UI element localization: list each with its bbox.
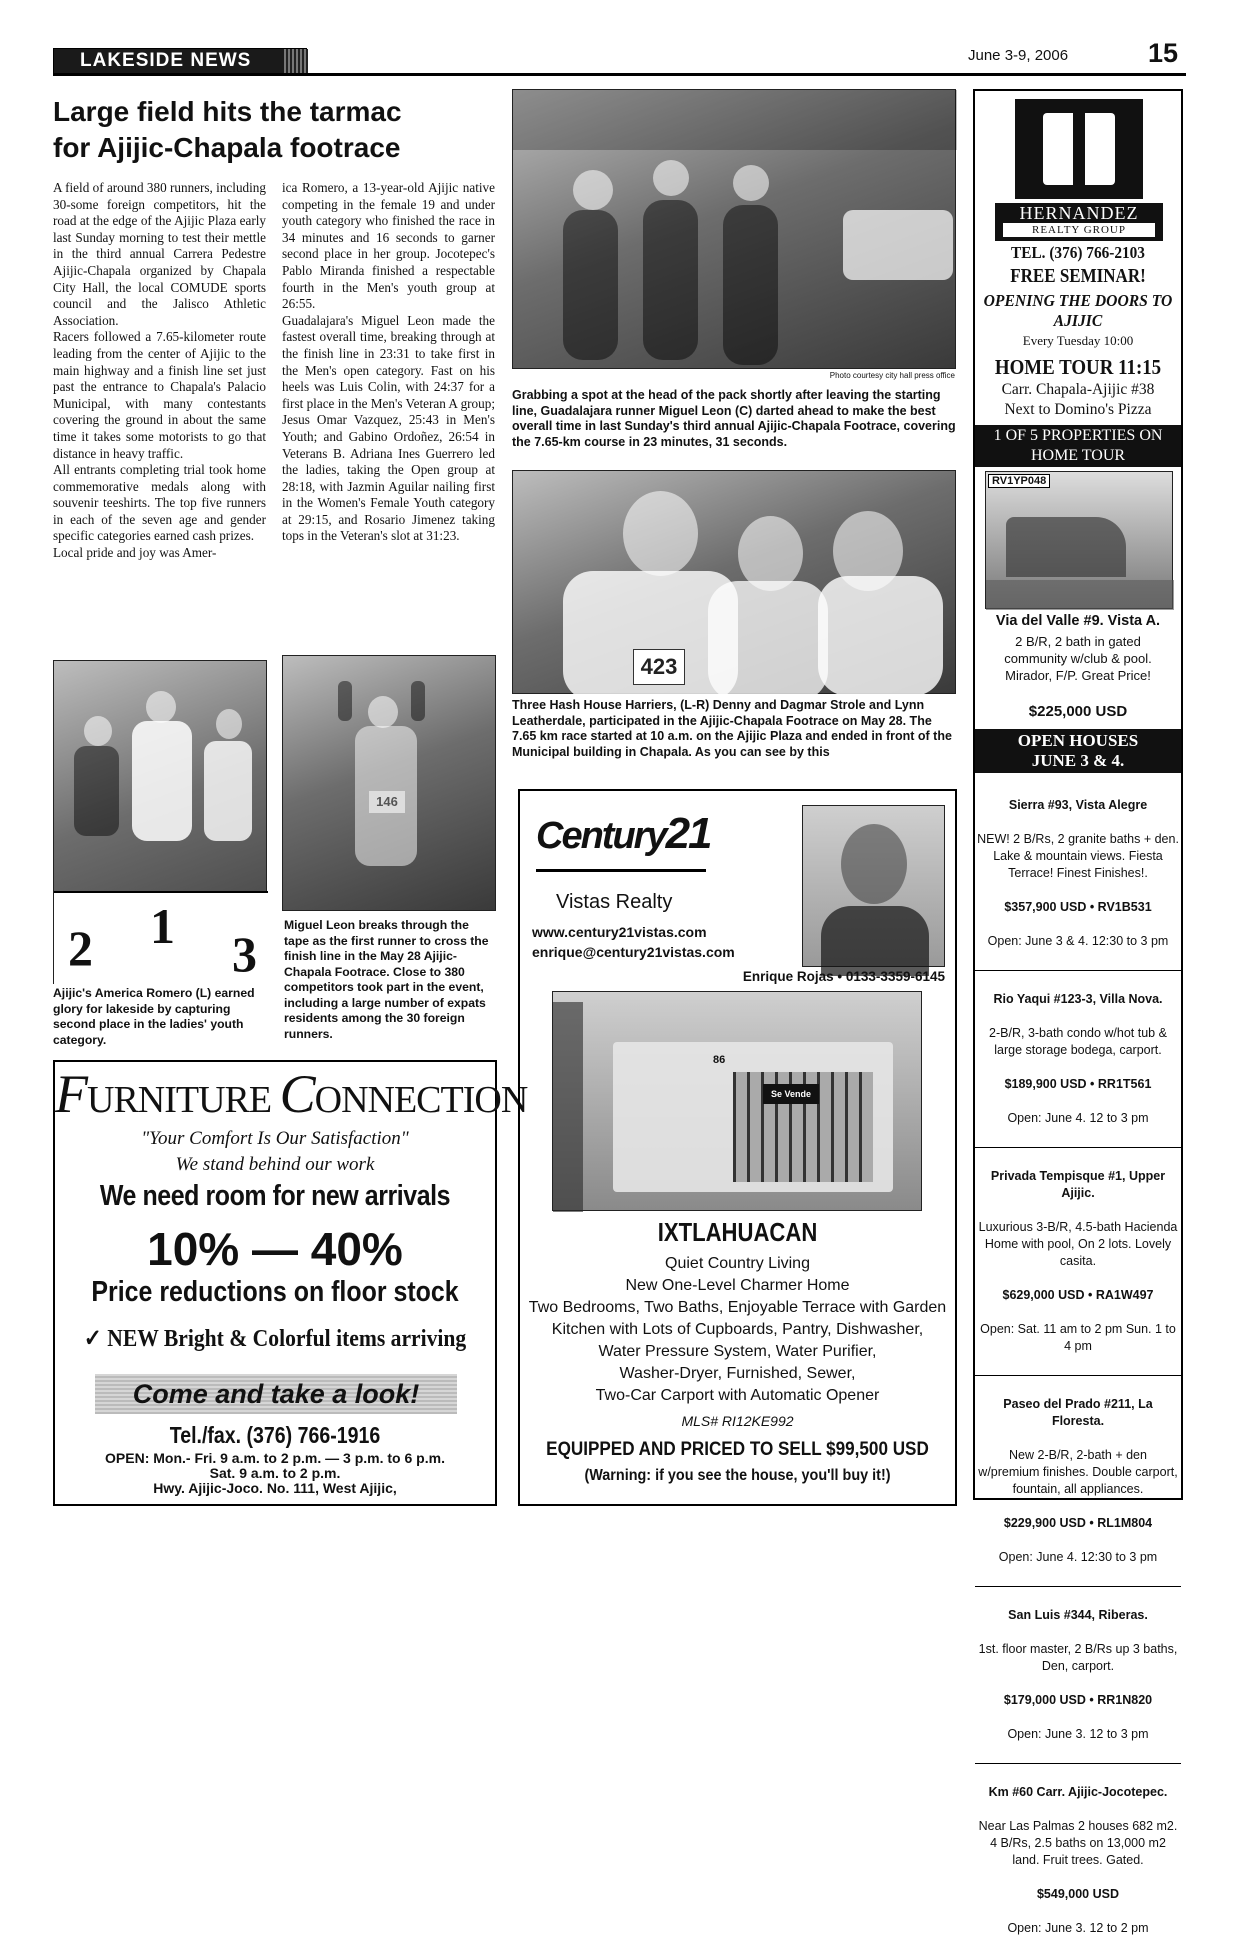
furniture-hours-weekday: OPEN: Mon.- Fri. 9 a.m. to 2 p.m. — 3 p.m. to 6 p.m. (105, 1450, 445, 1466)
title-onnection: ONNECTION (314, 1079, 528, 1121)
listing-title: Rio Yaqui #123-3, Villa Nova. (993, 992, 1163, 1006)
title-initial-f: F (55, 1064, 87, 1124)
listing-item (975, 1147, 1181, 1375)
listing-desc: Luxurious 3-B/R, 4.5-bath Hacienda Home with pool, On 2 lots. Lovely casita. (978, 1220, 1178, 1268)
section-banner (53, 48, 307, 74)
tour-address: Carr. Chapala-Ajijic #38 (1001, 381, 1155, 398)
new-items-text: NEW Bright & Colorful items arriving (107, 1326, 467, 1352)
century21-ad (518, 789, 957, 1506)
ixtlahuacan-title: IXTLAHUACAN (657, 1217, 818, 1247)
listing-title: Privada Tempisque #1, Upper Ajijic. (990, 1169, 1166, 1200)
furniture-discount: 10% — 40% (147, 1223, 403, 1275)
logo-century: Century (536, 815, 666, 857)
opening-doors: OPENING THE DOORS TO AJIJIC (983, 291, 1173, 330)
seminar-schedule: Every Tuesday 10:00 (1022, 333, 1134, 348)
hernandez-realty-ad (973, 89, 1183, 1935)
harriers-photo (512, 470, 956, 694)
agent-portrait (802, 805, 945, 967)
title-urniture: URNITURE (87, 1079, 272, 1121)
company-group: REALTY GROUP (1003, 223, 1155, 237)
feature-line: Two-Car Carport with Automatic Opener (595, 1387, 880, 1404)
century-email: enrique@century21vistas.com (532, 944, 735, 960)
century-office: Vistas Realty (556, 891, 673, 913)
listing-title: Km #60 Carr. Ajijic-Jocotepec. (988, 1785, 1168, 1799)
logo-house-icon (536, 869, 706, 872)
finish-line-caption: Miguel Leon breaks through the tape as the first runner to cross the finish line in the May 28 Ajijic-Chapala Footrace. Close to 380 competitors took part in the event, including a large number of expats residents among the 30 foreign runners. (284, 918, 489, 1041)
harriers-photo-caption: Three Hash House Harriers, (L-R) Denny and Dagmar Strole and Lynn Leatherdale, participated in the Ajijic-Chapala Footrace on May 28. The 7.65 km race started at 10 a.m. on the Ajijic Plaza and ended in front of the Municipal building in Chapala. As you can see by this (512, 698, 952, 759)
for-sale-sign: Se Vende (770, 1089, 812, 1099)
furniture-reductions: Price reductions on floor stock (91, 1276, 459, 1308)
article-column-2: ica Romero, a 13-year-old Ajijic native competing in the female 19 and under youth category who finished the race in 34 minutes and 16 seconds to garner second place in her group. Jocotepec's Pablo Miranda finished a respectable fourth in the Men's youth group at 26:55. Guadalajara's Miguel Leon made the fastest overall time, breaking through at the finish line in 23:31 to take first in the Men's open category. Fast on his heels was Luis Colin, with 24:37 for a first place in the Men's Veteran A group; Jesus Omar Vazquez, 25:43 in Men's Youth; and Gabino Ordoñez, 26:54 in Veterans B. Adriana Ines Guerrero led the ladies, taking the Open group at 28:18, with Jazmin Aguilar nailing first in the Women's Female Youth category at 29:15, and Rosario Jimenez taking tops in the Veteran's slot at 31:23. (282, 180, 495, 544)
listing-price: $179,000 USD • RR1N820 (1003, 1693, 1153, 1707)
finish-line-photo (282, 655, 496, 911)
mls-number: MLS# RI12KE992 (681, 1413, 794, 1429)
furniture-connection-ad (53, 1060, 528, 1506)
podium-first: 1 (150, 898, 175, 954)
furniture-stand-line: We stand behind our work (175, 1154, 375, 1175)
podium-photo-caption: Ajijic's America Romero (L) earned glory for lakeside by capturing second place in the ladies' youth category. (53, 986, 255, 1047)
century-website: www.century21vistas.com (532, 924, 707, 940)
house-number: 86 (713, 1054, 726, 1066)
century-warning: (Warning: if you see the house, you'll buy it!) (584, 1467, 891, 1484)
listing-desc: NEW! 2 B/Rs, 2 granite baths + den. Lake & mountain views. Fiesta Terrace! Finest Finishes!. (977, 832, 1179, 880)
hernandez-logo-icon (1015, 99, 1143, 199)
checkmark-icon: ✓ (83, 1326, 102, 1352)
article-headline (53, 94, 503, 166)
home-tour: HOME TOUR 11:15 (994, 355, 1162, 379)
listing-desc: Near Las Palmas 2 houses 682 m2. 4 B/Rs, 2.5 baths on 13,000 m2 land. Fruit trees. Gated. (978, 1819, 1178, 1867)
header-rule (53, 73, 1186, 76)
listing-item (975, 1586, 1181, 1763)
feature-line: Washer-Dryer, Furnished, Sewer, (619, 1365, 856, 1382)
listing-open: Open: Sat. 11 am to 2 pm Sun. 1 to 4 pm (980, 1322, 1176, 1353)
page-number: 15 (1148, 38, 1179, 68)
feature-line: New One-Level Charmer Home (625, 1277, 850, 1294)
listing-desc: 1st. floor master, 2 B/Rs up 3 baths, Den, carport. (978, 1642, 1178, 1673)
free-seminar: FREE SEMINAR! (1010, 265, 1146, 287)
listing-price: $189,900 USD • RR1T561 (1004, 1077, 1152, 1091)
via-price: $225,000 USD (1028, 703, 1128, 720)
furniture-new-items (77, 1324, 473, 1353)
runners-photo-caption: Grabbing a spot at the head of the pack shortly after leaving the starting line, Guadalajara runner Miguel Leon (C) darted ahead to make the best overall time in last Sunday's third annual Ajijic-Chapala Footrace, covering the 7.65-km course in 23 minutes, 31 seconds. (512, 388, 956, 449)
race-bib-number: 423 (640, 654, 678, 679)
century21-logo (536, 809, 711, 859)
listing-title: San Luis #344, Riberas. (1008, 1608, 1148, 1622)
listing-price: $629,000 USD • RA1W497 (1002, 1288, 1154, 1302)
come-text: Come and take a look! (132, 1379, 420, 1409)
listing-title: Paseo del Prado #211, La Floresta. (1003, 1397, 1153, 1428)
article-column-1: A field of around 380 runners, including 30-some foreign competitors, hit the road at the edge of the Ajijic Plaza early last Sunday morning to test their mettle in the third annual Carrera Pedestre Ajijic-Chapala organized by Chapala City Hall, the local COMUDE sports council and the Jalisco Athletic Association. Racers followed a 7.65-kilometer route leading from the center of Ajijic to the main highway and a finish line set just past the entrance to Chapala's Palacio Municipal, with many contestants covering the ground in about the same time it takes some motorists to go that distance in heavy traffic. All entrants completing trial took home commemorative medals along with souvenir teeshirts. The top five runners in each of the seven age and gender specific categories earned cash prizes. Local pride and joy was Amer- (53, 180, 266, 561)
feature-line: Quiet Country Living (665, 1255, 810, 1272)
furniture-tagline: "Your Comfort Is Our Satisfaction" (141, 1128, 409, 1149)
century-price-line: EQUIPPED AND PRICED TO SELL $99,500 USD (546, 1439, 929, 1460)
listing-item (975, 1375, 1181, 1586)
hernandez-phone: TEL. (376) 766-2103 (1011, 243, 1145, 262)
open-house-list (975, 777, 1181, 1957)
listing-open: Open: June 3 & 4. 12:30 to 3 pm (987, 934, 1169, 948)
furniture-address: Hwy. Ajijic-Joco. No. 111, West Ajijic, (153, 1480, 397, 1496)
podium-third: 3 (232, 926, 257, 982)
century-agent: Enrique Rojas • 0133-3359-6145 (742, 969, 945, 984)
feature-line: Kitchen with Lots of Cupboards, Pantry, Dishwasher, (551, 1321, 924, 1338)
listing-item (975, 777, 1181, 970)
listing-item (975, 1763, 1181, 1957)
finish-bib-number: 146 (376, 794, 398, 809)
via-title: Via del Valle #9. Vista A. (995, 613, 1161, 629)
furniture-phone: Tel./fax. (376) 766-1916 (169, 1422, 381, 1448)
hernandez-name-bar (995, 203, 1163, 241)
listing-item (975, 970, 1181, 1147)
furniture-ad-title (55, 1064, 528, 1124)
furniture-hours-saturday: Sat. 9 a.m. to 2 p.m. (209, 1465, 341, 1481)
listing-open: Open: June 3. 12 to 2 pm (1007, 1921, 1149, 1935)
podium-photo (53, 660, 267, 984)
runners-photo (512, 89, 956, 369)
listing-desc: 2-B/R, 3-bath condo w/hot tub & large storage bodega, carport. (989, 1026, 1167, 1057)
company-name: HERNANDEZ (1019, 203, 1139, 223)
headline-line-2: for Ajijic-Chapala footrace (53, 132, 401, 163)
open-houses-bar: OPEN HOUSES JUNE 3 & 4. (975, 729, 1181, 773)
listing-open: Open: June 4. 12 to 3 pm (1007, 1111, 1149, 1125)
listing-open: Open: June 4. 12:30 to 3 pm (998, 1550, 1158, 1564)
logo-21: 21 (665, 809, 711, 858)
via-del-valle-photo (985, 471, 1173, 609)
properties-bar: 1 OF 5 PROPERTIES ON HOME TOUR (975, 425, 1181, 467)
tour-address-landmark: Next to Domino's Pizza (1004, 401, 1152, 418)
listing-desc: New 2-B/R, 2-bath + den w/premium finishes. Double carport, fountain, all appliances. (978, 1448, 1178, 1496)
listing-code: RV1YP048 (992, 475, 1047, 487)
furniture-room-line: We need room for new arrivals (99, 1180, 451, 1212)
feature-line: Two Bedrooms, Two Baths, Enjoyable Terrace with Garden (528, 1299, 947, 1316)
furniture-come-banner (95, 1374, 457, 1414)
ixtlahuacan-features (520, 1253, 955, 1407)
section-label: LAKESIDE NEWS (80, 50, 252, 71)
podium-second: 2 (68, 920, 93, 976)
headline-line-1: Large field hits the tarmac (53, 96, 402, 127)
ixtlahuacan-house-photo (552, 991, 922, 1211)
listing-price: $229,900 USD • RL1M804 (1003, 1516, 1153, 1530)
issue-date: June 3-9, 2006 (968, 47, 1069, 64)
listing-open: Open: June 3. 12 to 3 pm (1007, 1727, 1149, 1741)
feature-line: Water Pressure System, Water Purifier, (598, 1343, 877, 1360)
photo-credit: Photo courtesy city hall press office (829, 371, 955, 380)
listing-price: $549,000 USD (1036, 1887, 1119, 1901)
listing-title: Sierra #93, Vista Alegre (1008, 798, 1148, 812)
title-initial-c: C (279, 1064, 315, 1124)
listing-price: $357,900 USD • RV1B531 (1004, 900, 1152, 914)
via-description: 2 B/R, 2 bath in gated community w/club & pool. Mirador, F/P. Great Price! (1004, 634, 1152, 683)
